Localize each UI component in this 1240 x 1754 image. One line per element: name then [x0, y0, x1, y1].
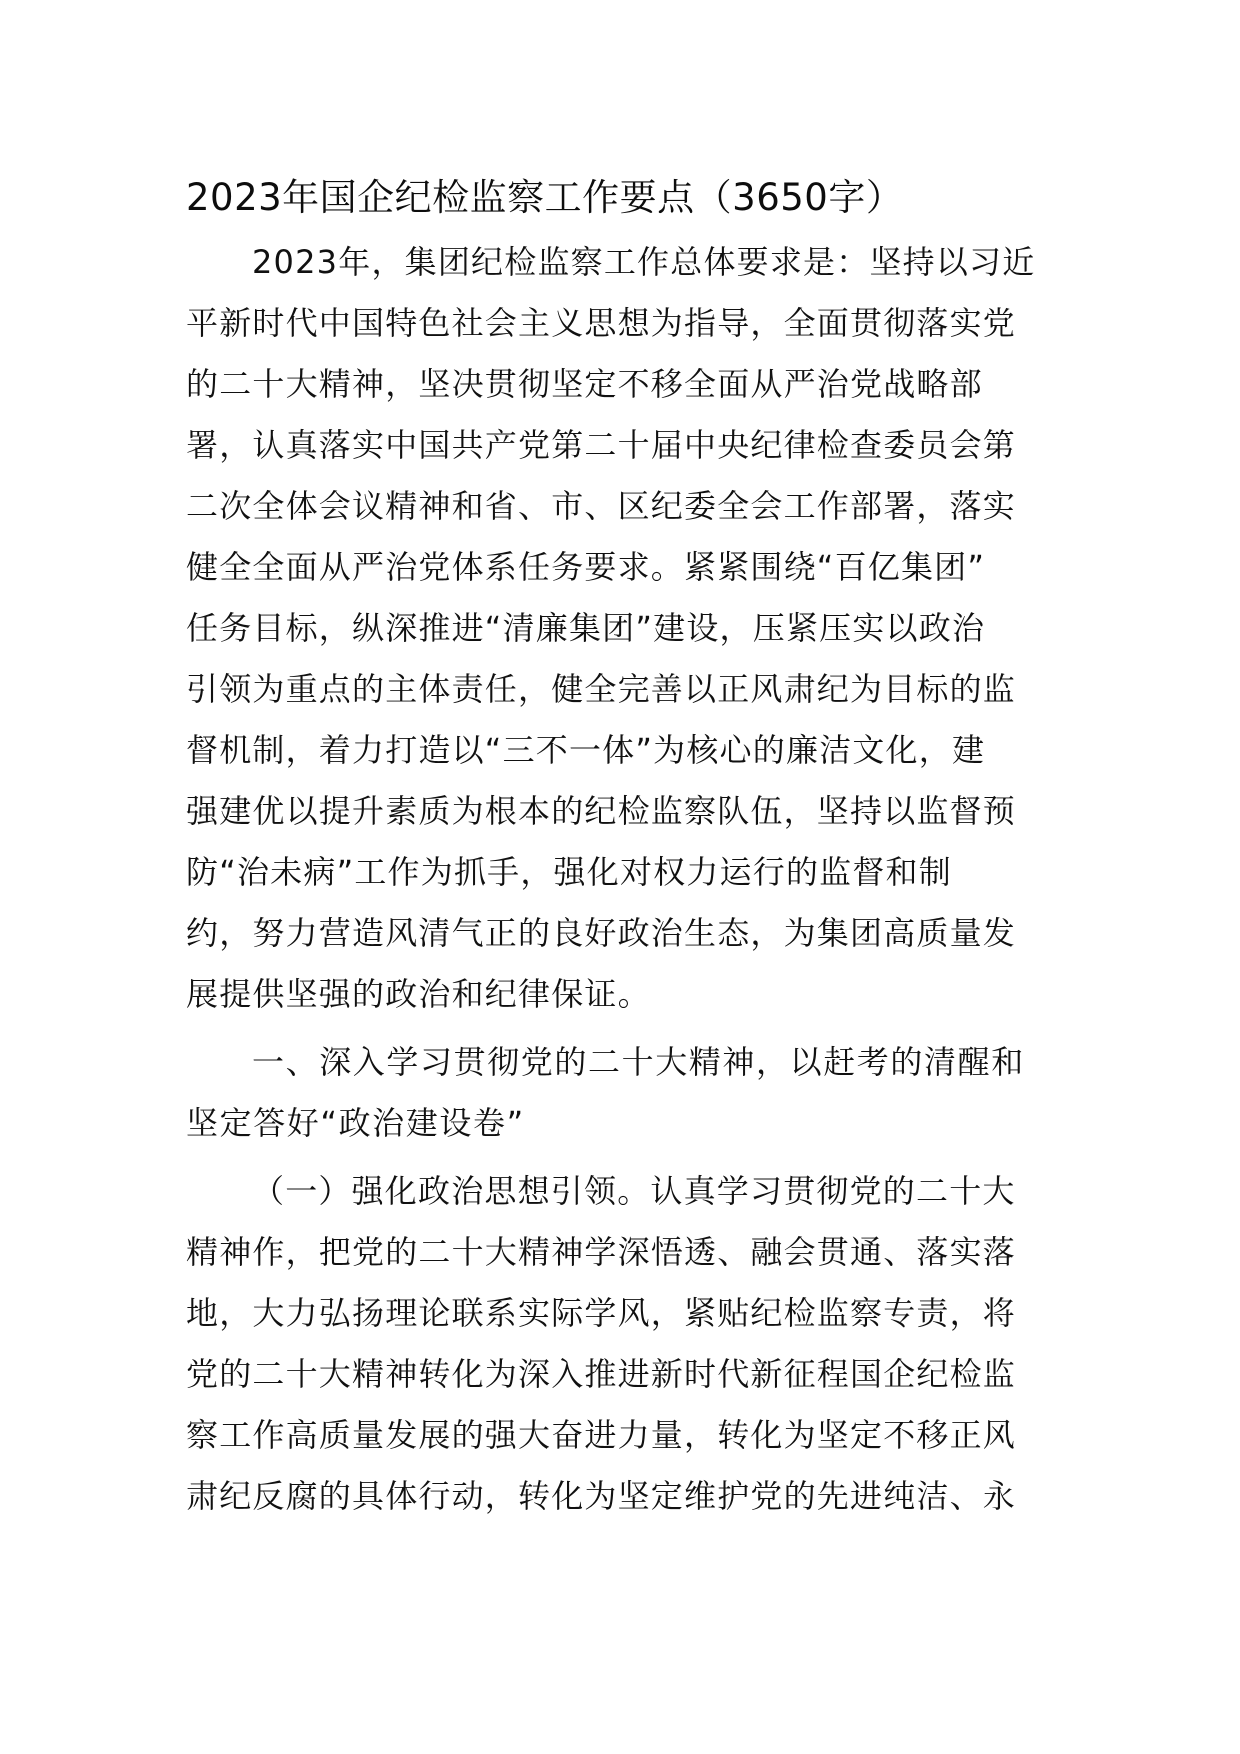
paragraph-intro-line-5: 二次全体会议精神和省、市、区纪委全会工作部署，落实 — [186, 487, 1017, 525]
document-title: 2023年国企纪检监察工作要点（3650字） — [186, 176, 904, 219]
paragraph-intro-line-13: 展提供坚强的政治和纪律保证。 — [186, 975, 651, 1013]
paragraph-intro-line-7: 任务目标，纵深推进“清廉集团”建设，压紧压实以政治 — [186, 609, 986, 647]
paragraph-intro-line-6: 健全全面从严治党体系任务要求。紧紧围绕“百亿集团” — [186, 548, 986, 586]
subsection-1-line-3: 地，大力弘扬理论联系实际学风，紧贴纪检监察专责，将 — [186, 1294, 1017, 1332]
paragraph-intro-line-3: 的二十大精神，坚决贯彻坚定不移全面从严治党战略部 — [186, 365, 983, 403]
paragraph-intro-line-10: 强建优以提升素质为根本的纪检监察队伍，坚持以监督预 — [186, 792, 1017, 830]
subsection-1-line-6: 肃纪反腐的具体行动，转化为坚定维护党的先进纯洁、永 — [186, 1477, 1017, 1515]
section-heading-1-line-2: 坚定答好“政治建设卷” — [186, 1104, 525, 1142]
subsection-1-line-2: 精神作，把党的二十大精神学深悟透、融会贯通、落实落 — [186, 1233, 1017, 1271]
paragraph-intro-line-12: 约，努力营造风清气正的良好政治生态，为集团高质量发 — [186, 914, 1017, 952]
paragraph-intro-line-4: 署，认真落实中国共产党第二十届中央纪律检查委员会第 — [186, 426, 1017, 464]
paragraph-intro-line-8: 引领为重点的主体责任，健全完善以正风肃纪为目标的监 — [186, 670, 1017, 708]
section-heading-1-line-1: 一、深入学习贯彻党的二十大精神，以赶考的清醒和 — [252, 1043, 1025, 1081]
paragraph-intro-line-9: 督机制，着力打造以“三不一体”为核心的廉洁文化，建 — [186, 731, 986, 769]
paragraph-intro-line-2: 平新时代中国特色社会主义思想为指导，全面贯彻落实党 — [186, 304, 1017, 342]
paragraph-intro-line-1: 2023年，集团纪检监察工作总体要求是：坚持以习近 — [252, 243, 1036, 281]
subsection-1-line-4: 党的二十大精神转化为深入推进新时代新征程国企纪检监 — [186, 1355, 1017, 1393]
subsection-1-line-1: （一）强化政治思想引领。认真学习贯彻党的二十大 — [252, 1172, 1016, 1210]
paragraph-intro-line-11: 防“治未病”工作为抓手，强化对权力运行的监督和制 — [186, 853, 952, 891]
subsection-1-line-5: 察工作高质量发展的强大奋进力量，转化为坚定不移正风 — [186, 1416, 1017, 1454]
